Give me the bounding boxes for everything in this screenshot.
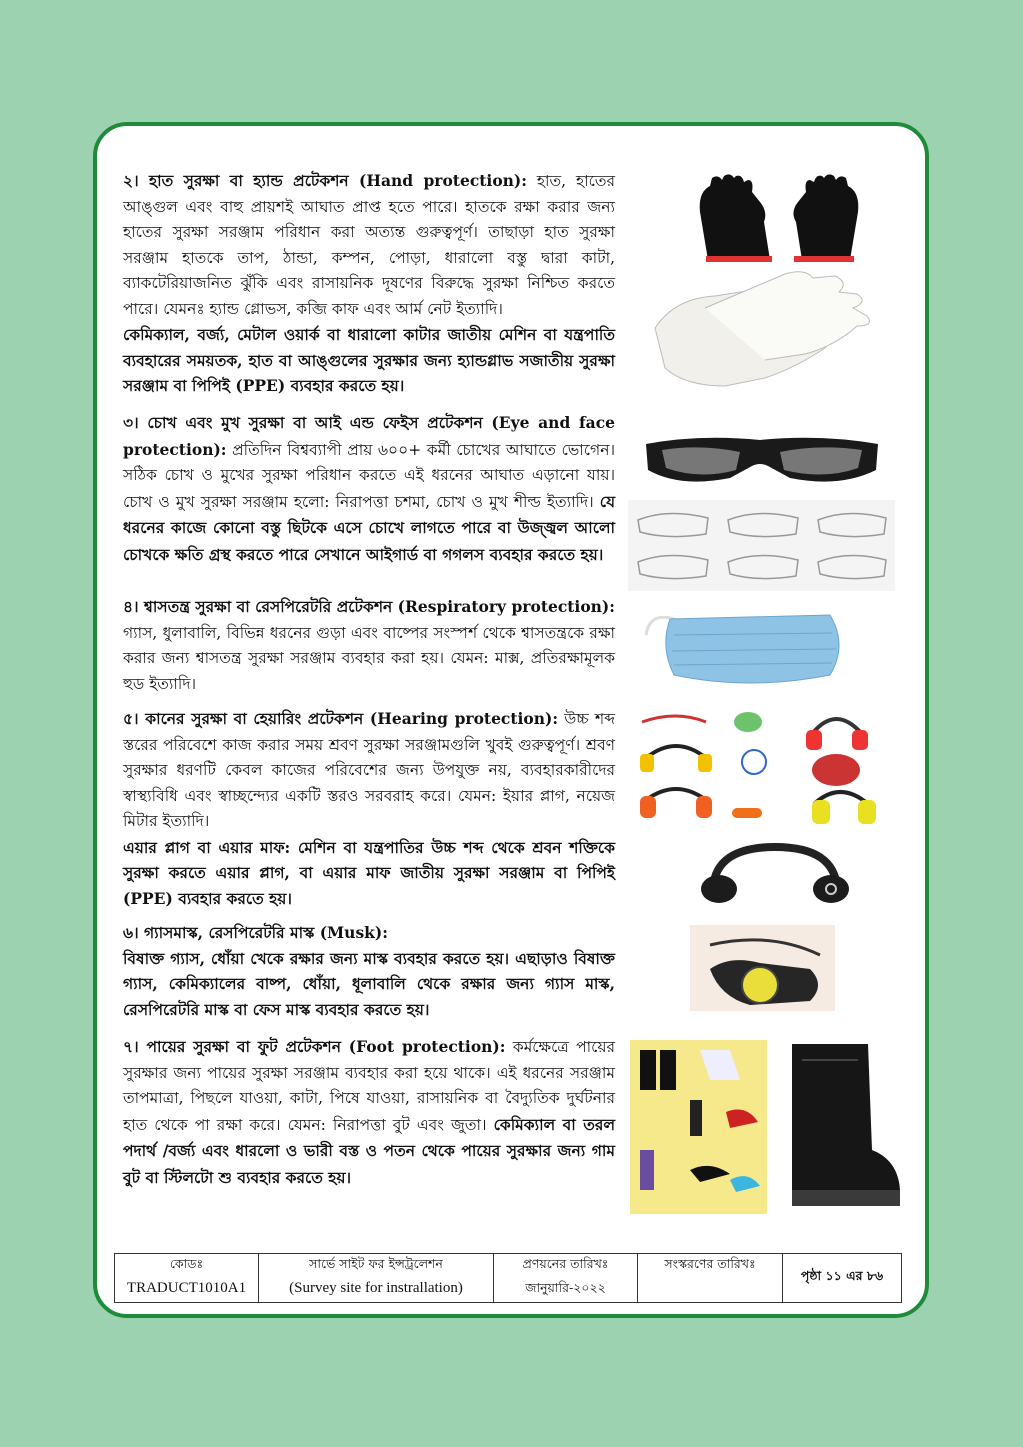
section-heading: ৩। চোখ এবং মুখ সুরক্ষা বা আই এন্ড ফেইস প্রটেকশন (Eye and face protection): [123, 413, 615, 459]
section-note: কেমিক্যাল বা তরল পদার্থ /বর্জ্য এবং ধারলো ও ভারী বস্ত ও পতন থেকে পায়ের সুরক্ষার জন্য গাম বুট বা স্টিলটো শু ব্যবহার করতে হয়। [123, 1114, 615, 1187]
safety-glasses-grid-image [628, 500, 895, 591]
gas-mask-image [690, 925, 835, 1011]
footer-title-en: (Survey site for instrallation) [289, 1280, 463, 1296]
white-gloves-image [645, 268, 885, 393]
face-mask-image [640, 605, 855, 687]
section-note: এয়ার প্লাগ বা এয়ার মাফ: মেশিন বা যন্ত্রপাতির উচ্চ শব্দ থেকে শ্রবন শক্তিকে সুরক্ষা করতে এয়ার প্লাগ, বা এয়ার মাফ জাতীয় সুরক্ষা সরঞ্জাম বা পিপিই (PPE) ব্যবহার করতে হয়। [123, 837, 615, 908]
footer-title-cell [259, 1254, 494, 1303]
section-hand-protection [123, 168, 615, 399]
footer-code-label: কোডঃ [169, 1256, 204, 1271]
document-footer [114, 1253, 902, 1303]
section-gas-mask [123, 920, 615, 1022]
section-heading: ৪। শ্বাসতন্ত্র সুরক্ষা বা রেসপিরেটরি প্রটেকশন (Respiratory protection): [123, 597, 615, 616]
footer-prep-date-cell [494, 1254, 638, 1303]
headphones-image [695, 843, 855, 905]
black-gloves-image [690, 172, 885, 264]
section-eye-face-protection [123, 410, 615, 568]
footer-prep-label: প্রণয়নের তারিখঃ [522, 1256, 609, 1271]
section-body: প্রতিদিন বিশ্বব্যাপী প্রায় ৬০০+ কর্মী চোখের আঘাতে ভোগেন। সঠিক চোখ ও মুখের সুরক্ষা পরিধান করতে এই ধরনের আঘাত এড়ানো যায়। চোখ ও মুখ সুরক্ষা সরঞ্জাম হলো: নিরাপত্তা চশমা, চোখ ও মুখ শীল্ড ইত্যাদি। [123, 440, 615, 511]
section-body: উচ্চ শব্দ স্তরের পরিবেশে কাজ করার সময় শ্রবণ সুরক্ষা সরঞ্জামগুলি খুবই গুরুত্বপূর্ণ। শ্রবণ সুরক্ষার ধরণটি কেবল কাজের পরিবেশের জন্য উপযুক্ত নয়, ব্যবহারকারীদের স্বাস্থ্যবিধি এবং স্বাচ্ছন্দ্যের একটি স্তরও সরবরাহ করে। যেমন: ইয়ার প্লাগ, নয়েজ মিটার ইত্যাদি। [123, 710, 615, 830]
section-heading: ৫। কানের সুরক্ষা বা হেয়ারিং প্রটেকশন (Hearing protection): [123, 709, 559, 728]
section-note: কেমিক্যাল, বর্জ্য, মেটাল ওয়ার্ক বা ধারালো কাটার জাতীয় মেশিন বা যন্ত্রপাতি ব্যবহারের সময়তক, হাত বা আঙ্গুলের সুরক্ষার জন্য হ্যান্ডগ্লাভ সজাতীয় সুরক্ষা সরঞ্জাম বা পিপিই (PPE) ব্যবহার করতে হয়। [123, 325, 615, 395]
section-hearing-protection [123, 706, 615, 911]
safety-goggles-image [640, 430, 885, 490]
section-note: বিষাক্ত গ্যাস, ধোঁয়া খেকে রক্ষার জন্য মাস্ক ব্যবহার করতে হয়। এছাড়াও বিষাক্ত গ্যাস, কেমিক্যালের বাষ্প, ধোঁয়া, ধূলাবালি থেকে রক্ষার জন্য গ্যাস মাস্ক, রেসপিরেটরি মাস্ক বা ফেস মাস্ক ব্যবহার করতে হয়। [123, 948, 615, 1019]
footer-rev-label: সংস্করণের তারিখঃ [664, 1256, 756, 1271]
footer-page-number: পৃষ্ঠা ১১ এর ৮৬ [783, 1254, 902, 1303]
footer-code-cell [115, 1254, 259, 1303]
footer-title-bn: সার্ভে সাইট ফর ইন্সট্রলেশন [309, 1256, 443, 1271]
safety-boot-image [772, 1040, 902, 1212]
section-foot-protection [123, 1034, 615, 1191]
section-note: যে ধরনের কাজে কোনো বস্তু ছিটকে এসে চোখে লাগতে পারে বা উজ্জ্বল আলো চোখকে ক্ষতি গ্রস্থ করতে পারে সেখানে আইগার্ড বা গগলস ব্যবহার করতে হয়। [123, 491, 615, 564]
section-heading: ২। হাত সুরক্ষা বা হ্যান্ড প্রটেকশন (Hand protection): [123, 171, 527, 190]
section-heading: ৭। পায়ের সুরক্ষা বা ফুট প্রটেকশন (Foot protection): [123, 1037, 506, 1056]
section-heading: ৬। গ্যাসমাস্ক, রেসপিরেটরি মাস্ক (Musk): [123, 923, 388, 942]
hearing-protection-image [636, 708, 886, 836]
section-body: হাত, হাতের আঙ্গুল এবং বাহু প্রায়শই আঘাত প্রাপ্ত হতে পারে। হাতকে রক্ষা করার জন্য হাতের সুরক্ষা সরঞ্জাম পরিধান করা অত্যন্ত গুরুত্বপূর্ণ। তাছাড়া হাত সুরক্ষা সরঞ্জাম হাতকে তাপ, ঠান্ডা, কম্পন, পোড়া, ধারালো বস্তু দ্বারা কাটা, ব্যাকটেরিয়াজনিত ঝুঁকি এবং রাসায়নিক দূষণের বিরুদ্ধে সুরক্ষা নিশ্চিত করতে পারে। যেমনঃ হ্যান্ড গ্লোভস, কব্জি কাফ এবং আর্ম নেট ইত্যাদি। [123, 172, 615, 318]
footer-revision-date-cell [638, 1254, 783, 1303]
section-body: কর্মক্ষেত্রে পায়ের সুরক্ষার জন্য পায়ের সুরক্ষা সরঞ্জাম ব্যবহার করা হয়ে থাকে। এই ধরনের সরঞ্জাম তাপমাত্রা, পিছলে যাওয়া, কাটা, পিষে যাওয়া, রাসায়নিক বা বৈদ্যুতিক দুর্ঘটনার হাত থেকে পা রক্ষা করে। যেমন: নিরাপত্তা বুট এবং জুতা। [123, 1038, 615, 1134]
section-body: গ্যাস, ধুলাবালি, বিভিন্ন ধরনের গুড়া এবং বাষ্পের সংস্পর্শ থেকে শ্বাসতন্ত্রকে রক্ষা করার জন্য শ্বাসতন্ত্র সুরক্ষা সরঞ্জাম ব্যবহার করা হয়। যেমন: মাক্স, প্রতিরক্ষামূলক হুড ইত্যাদি। [123, 623, 615, 693]
footer-code-value: TRADUCT1010A1 [126, 1280, 247, 1296]
section-respiratory-protection [123, 594, 615, 697]
foot-protection-collage-image [630, 1040, 767, 1214]
footer-prep-value: জানুয়ারি-২০২২ [525, 1280, 606, 1295]
